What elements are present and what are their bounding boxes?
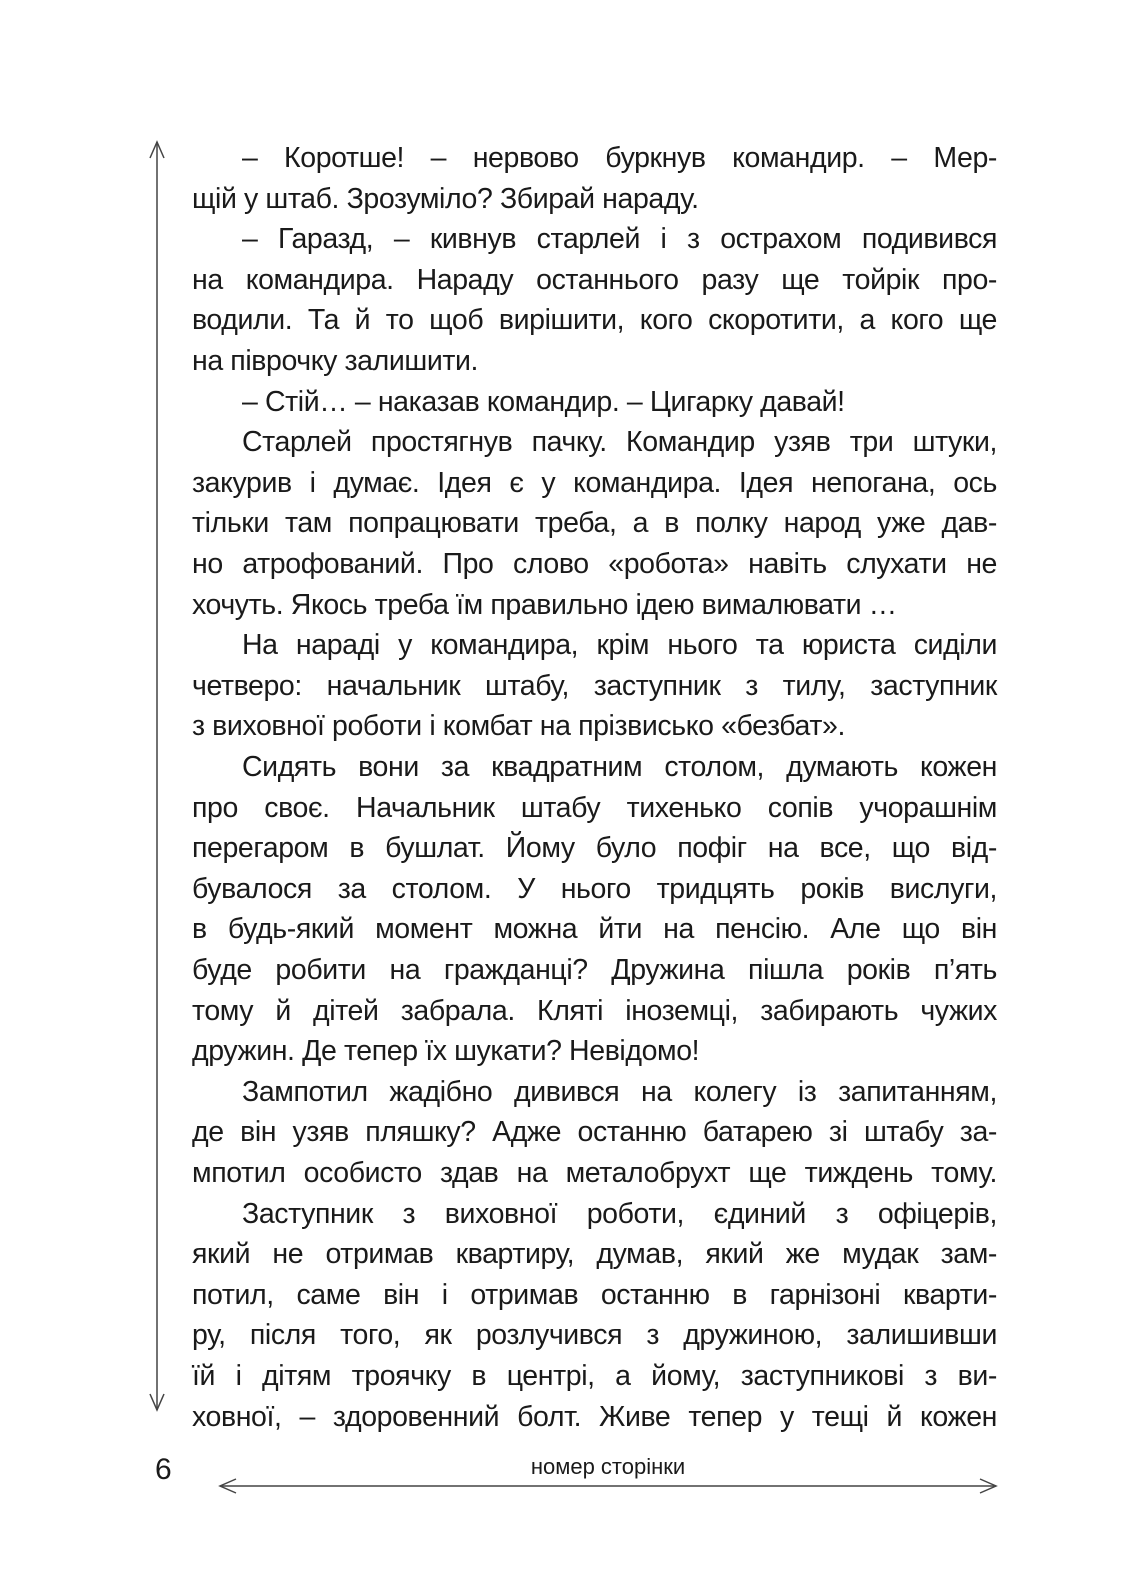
text-line: четверо: начальник штабу, заступник з тилу, заступник: [192, 669, 997, 702]
text-line: де він узяв пляшку? Адже останню батарею зі штабу за-: [192, 1116, 997, 1149]
page-number: 6: [155, 1453, 172, 1486]
text-line: перегаром в бушлат. Йому було пофіг на все, що від-: [192, 832, 997, 865]
text-line: на піврочку залишити.: [192, 345, 479, 377]
text-line: бувалося за столом. У нього тридцять років вислуги,: [192, 872, 997, 905]
text-line: но атрофований. Про слово «робота» навіть слухати не: [192, 548, 997, 580]
text-line: мпотил особисто здав на металобрухт ще тиждень тому.: [192, 1157, 997, 1189]
text-line: – Гаразд, – кивнув старлей і з острахом подивився: [242, 223, 997, 256]
text-line: закурив і думає. Ідея є у командира. Ідея непогана, ось: [192, 466, 997, 499]
text-line: в будь-який момент можна йти на пенсію. Але що він: [192, 913, 997, 946]
text-line: який не отримав квартиру, думав, який же мудак зам-: [192, 1238, 997, 1271]
text-line: водили. Та й то щоб вирішити, кого скоротити, а кого ще: [192, 304, 997, 337]
text-line: буде робити на гражданці? Дружина пішла років п’ять: [192, 954, 997, 986]
text-line: з виховної роботи і комбат на прізвисько «безбат».: [192, 710, 846, 743]
text-line: На нараді у командира, крім нього та юриста сиділи: [242, 629, 997, 662]
text-line: тільки там попрацювати треба, а в полку народ уже дав-: [192, 507, 997, 540]
text-line: дружин. Де тепер їх шукати? Невідомо!: [192, 1035, 700, 1068]
text-line: ховної, – здоровенний болт. Живе тепер у тещі й кожен: [192, 1400, 997, 1433]
text-line: – Стій… – наказав командир. – Цигарку давай!: [242, 385, 845, 418]
text-line: щій у штаб. Зрозуміло? Збирай нараду.: [192, 182, 699, 215]
text-line: тому й дітей забрала. Кляті іноземці, забирають чужих: [192, 994, 997, 1027]
text-line: їй і дітям троячку в центрі, а йому, заступникові з ви-: [192, 1360, 997, 1392]
text-line: Старлей простягнув пачку. Командир узяв три штуки,: [242, 426, 997, 459]
text-line: Зампотил жадібно дивився на колегу із запитанням,: [242, 1075, 997, 1108]
text-line: хочуть. Якось треба їм правильно ідею вималювати …: [192, 588, 897, 621]
text-line: про своє. Начальник штабу тихенько сопів учорашнім: [192, 791, 997, 824]
text-line: на командира. Нараду останнього разу ще тойрік про-: [192, 263, 997, 296]
text-line: Заступник з виховної роботи, єдиний з офіцерів,: [242, 1197, 997, 1230]
text-line: Сидять вони за квадратним столом, думають кожен: [242, 751, 997, 783]
footer-label: номер сторінки: [530, 1454, 686, 1479]
text-line: потил, саме він і отримав останню в гарнізоні кварти-: [192, 1278, 997, 1311]
text-line: ру, після того, як розлучився з дружиною, залишивши: [192, 1319, 997, 1352]
text-line: – Коротше! – нервово буркнув командир. – Мер-: [242, 142, 997, 174]
